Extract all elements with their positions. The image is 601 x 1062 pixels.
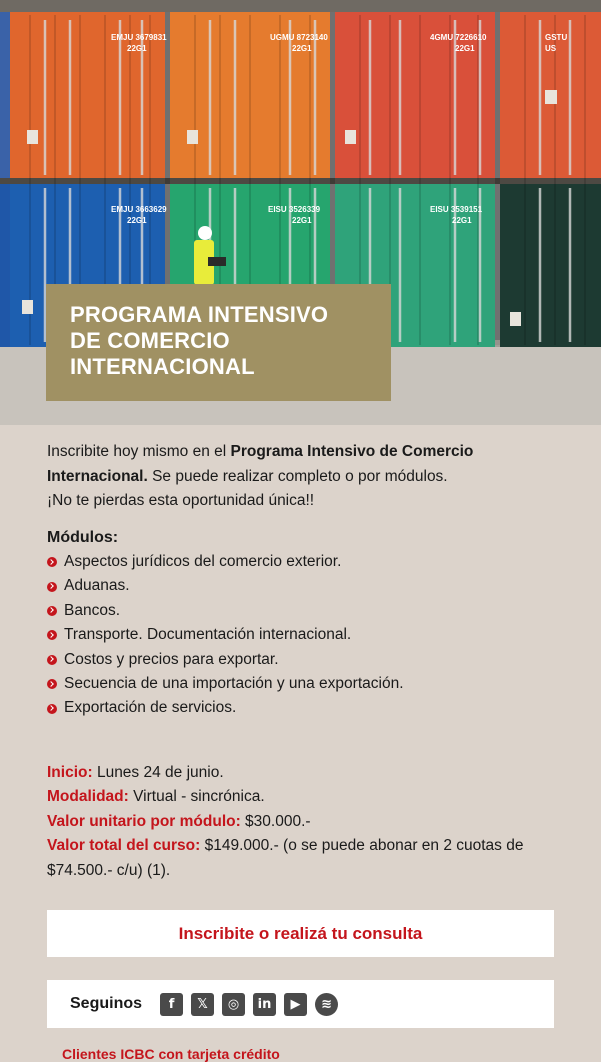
- course-details: [47, 761, 557, 884]
- container-code: EISU 3539151: [430, 205, 483, 214]
- chevron-right-icon: [47, 704, 57, 714]
- chevron-right-icon: [47, 557, 57, 567]
- container-code: 22G1: [292, 44, 312, 53]
- chevron-right-icon: [47, 630, 57, 640]
- linkedin-icon[interactable]: in: [253, 993, 276, 1016]
- detail-inicio: Inicio: Lunes 24 de junio.: [47, 763, 224, 781]
- youtube-icon[interactable]: ▶: [284, 993, 307, 1016]
- container-code: 22G1: [292, 216, 312, 225]
- instagram-icon[interactable]: ◎: [222, 993, 245, 1016]
- program-title-line: DE COMERCIO: [70, 328, 230, 353]
- social-label: Seguinos: [70, 995, 143, 1012]
- program-title-line: PROGRAMA INTENSIVO: [70, 302, 329, 327]
- list-item: Transporte. Documentación internacional.: [47, 623, 557, 647]
- list-item: Exportación de servicios.: [47, 696, 557, 720]
- detail-valor-total: Valor total del curso: $149.000.- (o se puede abonar en 2 cuotas de $74.500.- c/u) (1).: [47, 837, 524, 879]
- container-code: GSTU: [545, 33, 568, 42]
- x-icon[interactable]: 𝕏: [191, 993, 214, 1016]
- program-title-line: INTERNACIONAL: [70, 354, 255, 379]
- list-item: Bancos.: [47, 599, 557, 623]
- container-code: US: [545, 44, 557, 53]
- list-item: Aspectos jurídicos del comercio exterior.: [47, 550, 557, 574]
- modules-heading: Módulos:: [47, 528, 119, 546]
- spotify-icon[interactable]: ≋: [315, 993, 338, 1016]
- container-code: 22G1: [452, 216, 472, 225]
- footer-note: Clientes ICBC con tarjeta crédito: [62, 1046, 280, 1062]
- facebook-icon[interactable]: f: [160, 993, 183, 1016]
- list-item: Costos y precios para exportar.: [47, 648, 557, 672]
- social-bar: [47, 980, 554, 1028]
- chevron-right-icon: [47, 679, 57, 689]
- list-item: Aduanas.: [47, 574, 557, 598]
- chevron-right-icon: [47, 655, 57, 665]
- modules-list: [47, 550, 557, 721]
- program-title-box: [46, 284, 391, 401]
- container-code: 22G1: [127, 216, 147, 225]
- container-code: EMJU 3679831: [111, 33, 167, 42]
- container-code: 4GMU 7226610: [430, 33, 487, 42]
- hero-image: [0, 0, 601, 425]
- container-code: UGMU 8723140: [270, 33, 328, 42]
- container-code: 22G1: [127, 44, 147, 53]
- intro-callout: ¡No te pierdas esta oportunidad única!!: [47, 492, 315, 509]
- container-code: EISU 3526339: [268, 205, 321, 214]
- container-code: EMJU 3663629: [111, 205, 167, 214]
- intro-paragraph: Inscribite hoy mismo en el Programa Intensivo de Comercio Internacional. Se puede realizar completo o por módulos. ¡No te pierdas esta oportunidad única!!: [47, 443, 474, 509]
- email-body: [47, 440, 557, 883]
- list-item: Secuencia de una importación y una exportación.: [47, 672, 557, 696]
- detail-modalidad: Modalidad: Virtual - sincrónica.: [47, 788, 265, 806]
- container-code: 22G1: [455, 44, 475, 53]
- chevron-right-icon: [47, 606, 57, 616]
- chevron-right-icon: [47, 582, 57, 592]
- program-name: Programa Intensivo de Comercio Internacional.: [47, 443, 474, 485]
- inscribite-button[interactable]: Inscribite o realizá tu consulta: [47, 910, 554, 957]
- detail-valor-modulo: Valor unitario por módulo: $30.000.-: [47, 812, 311, 830]
